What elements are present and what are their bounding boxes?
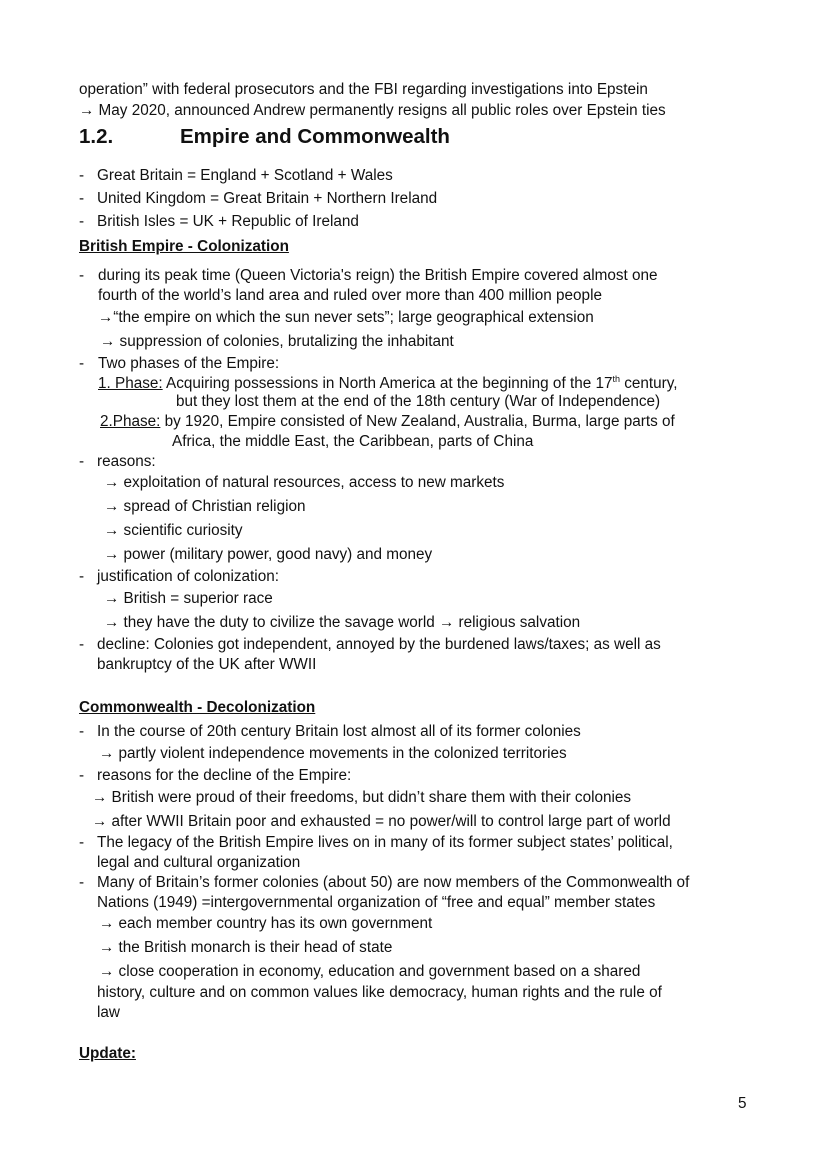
commonwealth-item-2-sub-1: → British were proud of their freedoms, but didn’t share them with their colonies	[92, 789, 632, 806]
phases-intro: Two phases of the Empire:	[98, 355, 280, 372]
bullet: -	[79, 190, 85, 207]
empire-peak-line-2: fourth of the world’s land area and ruled over more than 400 million people	[98, 287, 602, 304]
bullet: -	[79, 834, 85, 851]
bullet: -	[79, 267, 85, 284]
phase-1-superscript: th	[612, 373, 620, 384]
phase-2-line-2: Africa, the middle East, the Caribbean, parts of China	[172, 433, 534, 450]
phase-1-line-2: but they lost them at the end of the 18th century (War of Independence)	[176, 393, 661, 410]
bullet: -	[79, 355, 85, 372]
intro-line-2: → May 2020, announced Andrew permanently resigns all public roles over Epstein ties	[79, 102, 666, 119]
decline-line-1: decline: Colonies got independent, annoyed by the burdened laws/taxes; as well as	[97, 636, 661, 653]
commonwealth-item-4-sub-3-line-1: → close cooperation in economy, education and government based on a shared	[99, 963, 641, 980]
reason-item: → scientific curiosity	[104, 522, 243, 539]
bullet: -	[79, 723, 85, 740]
phase-2-line-1	[100, 412, 675, 432]
bullet: -	[79, 167, 85, 184]
page-number: 5	[738, 1095, 747, 1112]
update-heading: Update:	[79, 1045, 136, 1062]
reasons-intro: reasons:	[97, 453, 156, 470]
commonwealth-item-4-sub-1: → each member country has its own government	[99, 915, 433, 932]
empire-heading: British Empire - Colonization	[79, 238, 289, 255]
phase-1-text: Acquiring possessions in North America at the beginning of the 17	[162, 375, 613, 392]
definition-item: British Isles = UK + Republic of Ireland	[97, 213, 359, 230]
phase-2-text: by 1920, Empire consisted of New Zealand, Australia, Burma, large parts of	[160, 413, 675, 430]
commonwealth-item-4-sub-3-line-2: history, culture and on common values like democracy, human rights and the rule of	[97, 984, 662, 1001]
phase-2-label: 2.Phase:	[100, 413, 161, 430]
commonwealth-item-4-line-1: Many of Britain’s former colonies (about 50) are now members of the Commonwealth of	[97, 874, 690, 891]
justification-item: → British = superior race	[104, 590, 273, 607]
commonwealth-item-2-sub-2: → after WWII Britain poor and exhausted = no power/will to control large part of world	[92, 813, 671, 830]
bullet: -	[79, 213, 85, 230]
commonwealth-item-1-sub: → partly violent independence movements in the colonized territories	[99, 745, 567, 762]
section-heading	[79, 124, 450, 150]
definition-item: United Kingdom = Great Britain + Northern Ireland	[97, 190, 438, 207]
bullet: -	[79, 874, 85, 891]
section-number: 1.2.	[79, 125, 114, 148]
phase-1-line-1	[98, 374, 678, 394]
commonwealth-item-1: In the course of 20th century Britain lost almost all of its former colonies	[97, 723, 581, 740]
reason-item: → power (military power, good navy) and money	[104, 546, 433, 563]
phase-1-label: 1. Phase:	[98, 375, 163, 392]
bullet: -	[79, 568, 85, 585]
empire-peak-line-1: during its peak time (Queen Victoria's reign) the British Empire covered almost one	[98, 267, 658, 284]
intro-line-1: operation” with federal prosecutors and the FBI regarding investigations into Epstein	[79, 81, 648, 98]
empire-peak-line-4: → suppression of colonies, brutalizing the inhabitant	[100, 333, 454, 350]
commonwealth-item-4-sub-2: → the British monarch is their head of state	[99, 939, 393, 956]
bullet: -	[79, 453, 85, 470]
commonwealth-item-4-line-2: Nations (1949) =intergovernmental organization of “free and equal” member states	[97, 894, 656, 911]
reason-item: → spread of Christian religion	[104, 498, 306, 515]
commonwealth-item-3-line-2: legal and cultural organization	[97, 854, 301, 871]
decline-line-2: bankruptcy of the UK after WWII	[97, 656, 317, 673]
phase-1-text-end: century,	[620, 375, 678, 392]
section-title: Empire and Commonwealth	[180, 125, 450, 148]
commonwealth-heading: Commonwealth - Decolonization	[79, 699, 316, 716]
commonwealth-item-2: reasons for the decline of the Empire:	[97, 767, 352, 784]
bullet: -	[79, 636, 85, 653]
empire-peak-line-3: →“the empire on which the sun never sets”; large geographical extension	[98, 309, 594, 326]
justification-intro: justification of colonization:	[97, 568, 279, 585]
definition-item: Great Britain = England + Scotland + Wales	[97, 167, 393, 184]
commonwealth-item-4-sub-3-line-3: law	[97, 1004, 120, 1021]
bullet: -	[79, 767, 85, 784]
justification-item: → they have the duty to civilize the savage world → religious salvation	[104, 614, 581, 631]
reason-item: → exploitation of natural resources, access to new markets	[104, 474, 505, 491]
commonwealth-item-3-line-1: The legacy of the British Empire lives on in many of its former subject states’ political,	[97, 834, 673, 851]
